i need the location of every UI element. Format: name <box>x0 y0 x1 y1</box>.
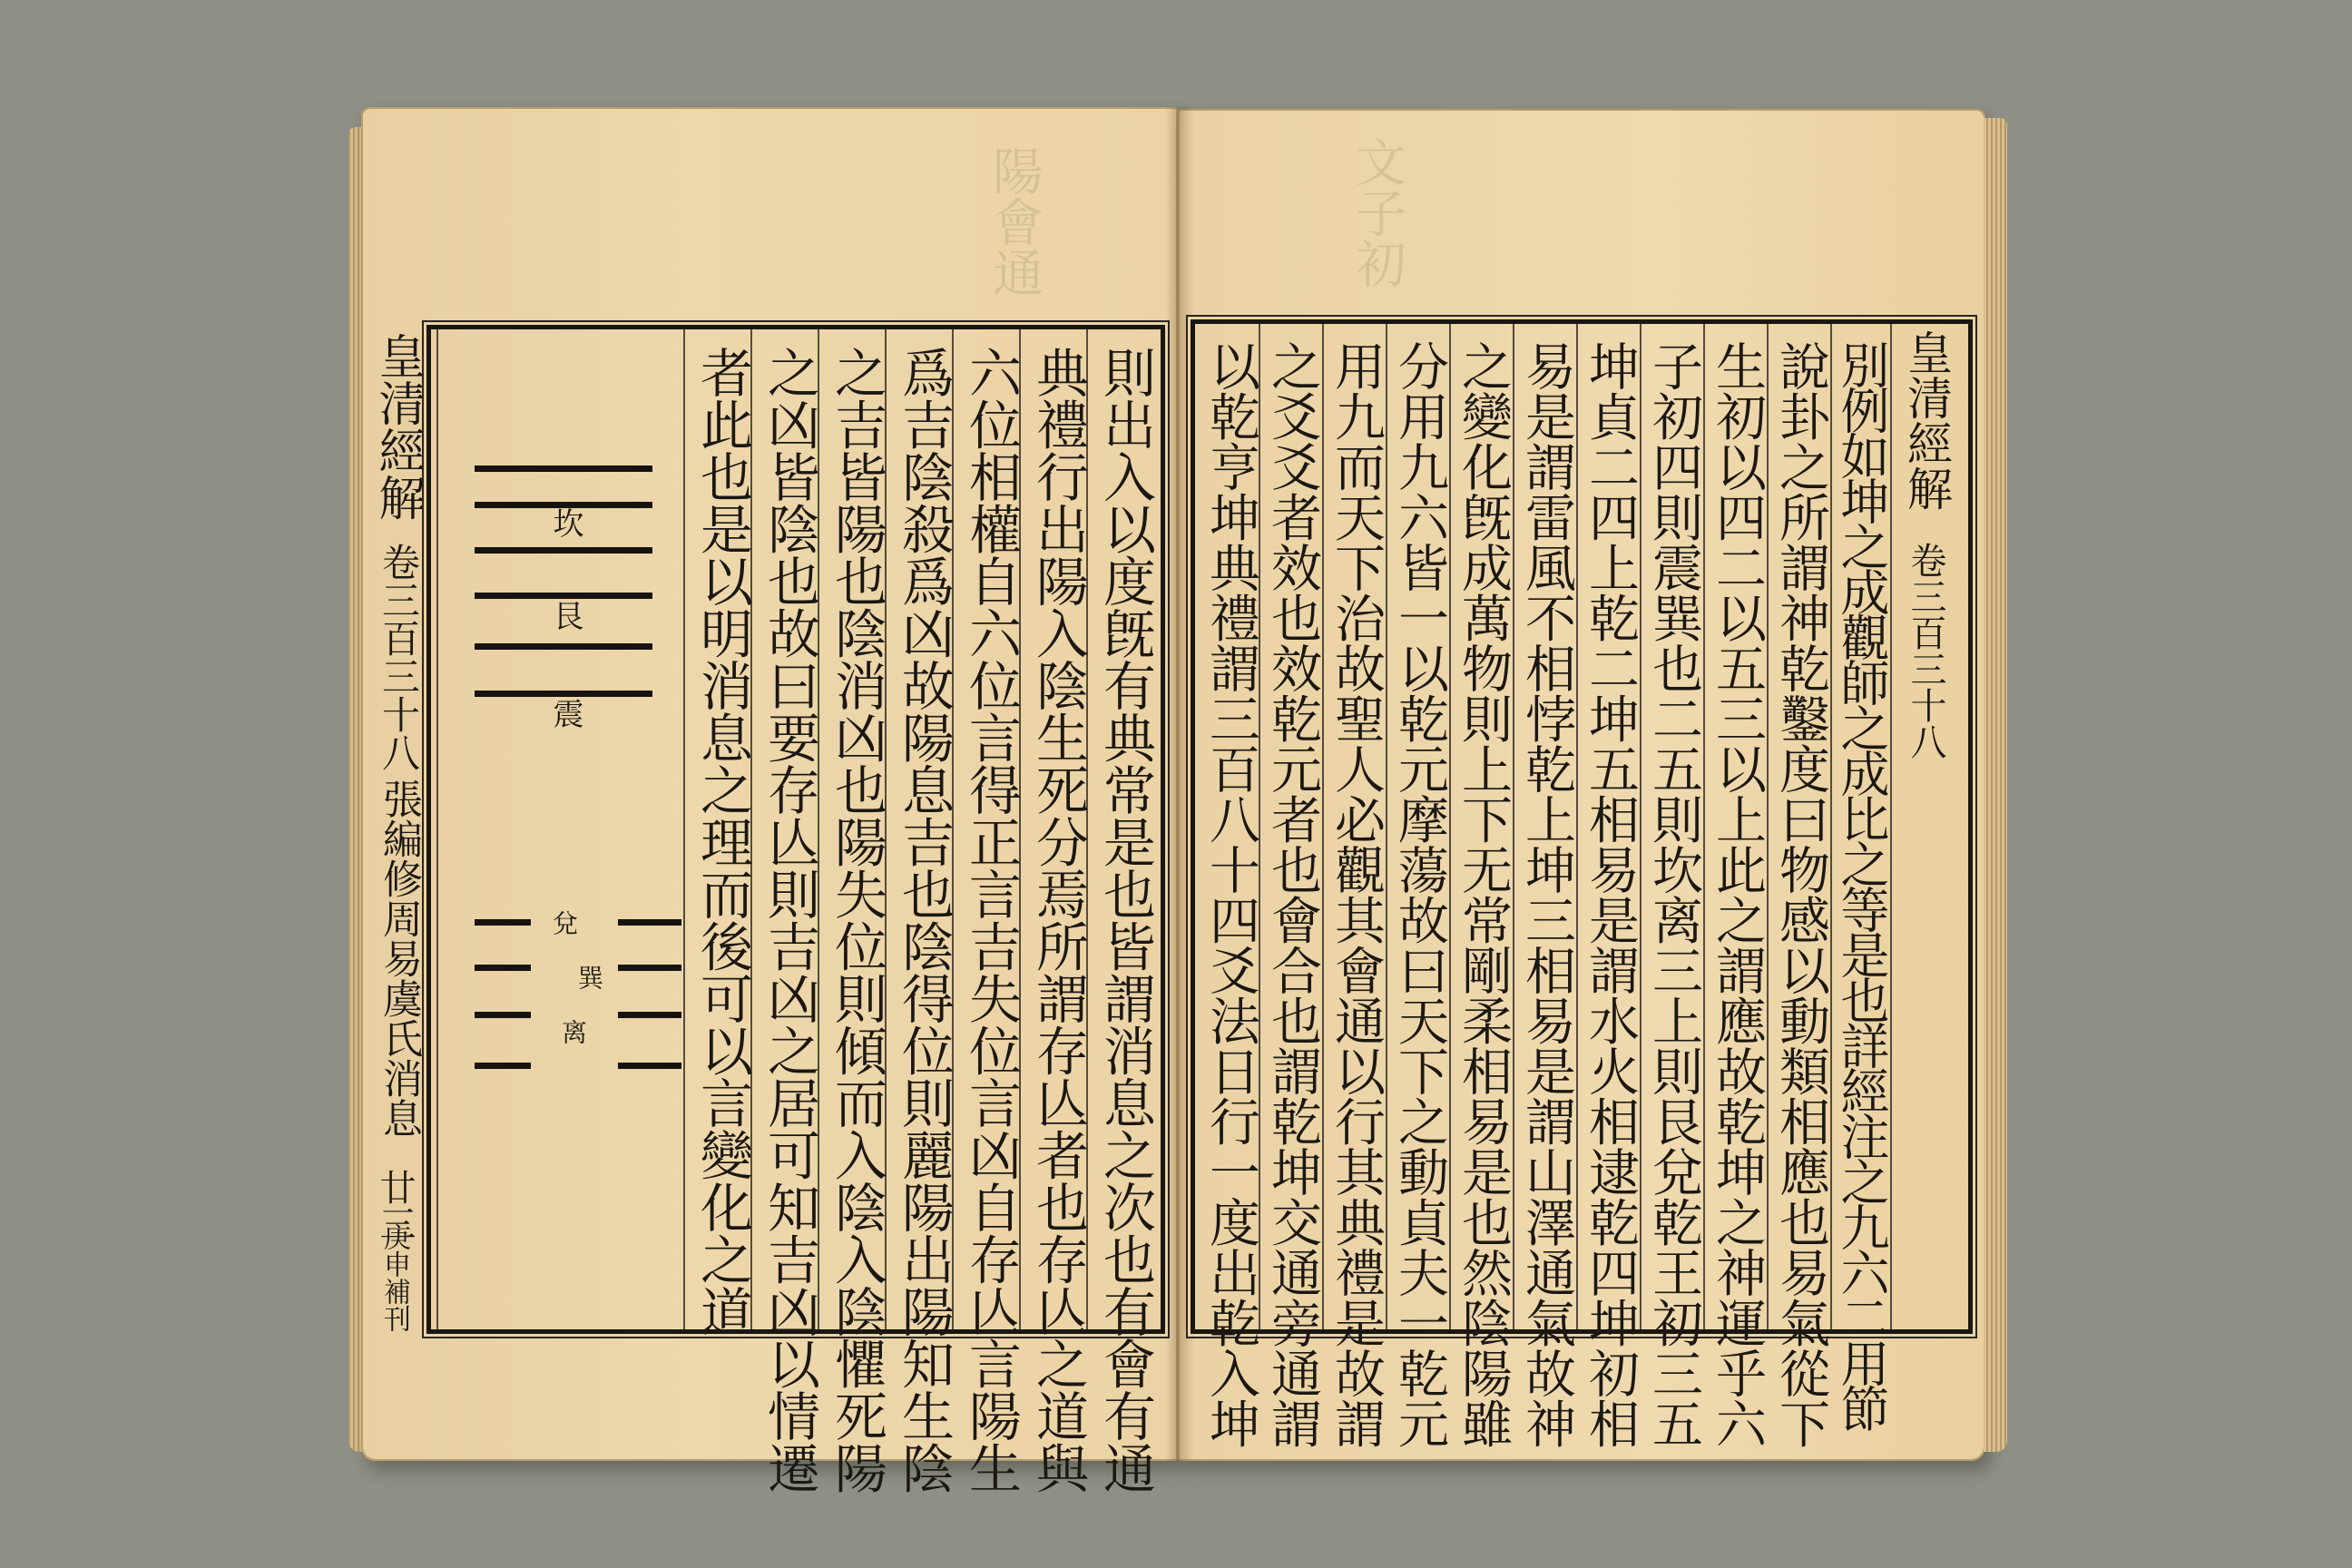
margin-book-title: 皇清經解 <box>1900 329 1953 511</box>
trigram-line <box>618 1063 681 1069</box>
text-column: 別例如坤之成觀師之成比之等是也詳經注之九六二用節 <box>1833 340 1890 1429</box>
left-margin-strip <box>359 325 426 1332</box>
trigram-label-li: 离 <box>558 1019 588 1044</box>
show-through: 文子初 <box>1348 136 1406 289</box>
text-column: 易是謂雷風不相悖乾上坤三相易是謂山澤通氣故神 <box>1517 340 1576 1448</box>
trigram-line <box>475 965 531 971</box>
column-rule <box>436 329 438 1329</box>
column-rule <box>1576 324 1578 1329</box>
column-rule <box>1449 324 1451 1329</box>
text-column: 爲吉陰殺爲凶故陽息吉也陰得位則麗陽出陽知生陰 <box>893 346 955 1494</box>
text-column: 典禮行出陽入陰生死分焉所謂存亾者也存亾之道與 <box>1027 346 1089 1494</box>
trigram-line <box>475 1012 531 1018</box>
margin-folio: 廿三 <box>374 1169 416 1241</box>
text-column: 之爻爻者效也效乾元者也會合也謂乾坤交通旁通謂 <box>1263 340 1322 1448</box>
margin-volume: 卷三百三十八 <box>377 543 421 771</box>
text-column: 之吉皆陽也陰消凶也陽失位則傾而入陰入陰懼死陽 <box>826 346 887 1494</box>
column-rule <box>1386 324 1387 1329</box>
trigram-line <box>618 965 681 971</box>
column-rule <box>1640 324 1642 1329</box>
trigram-line <box>618 919 681 926</box>
margin-book-title: 皇清經解 <box>370 332 425 521</box>
text-column: 之凶皆陰也故曰要存亾則吉凶之居可知吉凶以情遷 <box>759 346 820 1494</box>
right-text-frame <box>1191 319 1973 1448</box>
text-column: 者此也是以明消息之理而後可以言變化之道 <box>691 346 753 1338</box>
trigram-label-kan: 坎 <box>547 507 583 538</box>
text-column: 分用九六皆一以乾元摩蕩故曰天下之動貞夫一乾元 <box>1390 340 1449 1448</box>
text-column: 子初四則震巽也二五則坎离三上則艮兌乾王初三五 <box>1644 340 1703 1448</box>
trigram-line <box>475 643 652 650</box>
trigram-label-xun: 巽 <box>574 965 604 990</box>
margin-subtitle: 張編修周易虞氏消息 <box>376 779 422 1138</box>
left-text-frame <box>426 325 1165 1494</box>
text-column: 說卦之所謂神乾鑿度曰物感以動類相應也易氣從下 <box>1771 340 1830 1448</box>
trigram-label-gen: 艮 <box>547 600 583 631</box>
text-column: 六位相權自六位言得正言吉失位言凶自存亾言陽生 <box>960 346 1022 1494</box>
text-column: 以乾亨坤典禮謂三百八十四爻法日行一度出乾入坤 <box>1201 340 1260 1448</box>
show-through: 陽會通 <box>985 145 1044 298</box>
trigram-label-dui: 兌 <box>549 910 579 936</box>
column-rule <box>1703 324 1705 1329</box>
column-rule <box>1322 324 1324 1329</box>
trigram-line <box>475 547 652 554</box>
text-column: 生初以四二以五三以上此之謂應故乾坤之神運乎六 <box>1708 340 1767 1448</box>
column-rule <box>1890 324 1892 1329</box>
trigram-label-zhen: 震 <box>547 698 583 729</box>
trigram-line <box>475 919 531 926</box>
trigram-line <box>475 466 652 472</box>
text-column: 則出入以度旣有典常是也皆謂消息之次也有會有通 <box>1094 346 1156 1494</box>
trigram-line <box>618 1012 681 1018</box>
text-column: 用九而天下治故聖人必觀其會通以行其典禮是故謂 <box>1327 340 1386 1448</box>
trigram-line <box>475 593 652 599</box>
column-rule <box>683 329 685 1329</box>
column-rule <box>1767 324 1769 1329</box>
column-rule <box>1513 324 1514 1329</box>
trigram-line <box>475 691 652 697</box>
margin-volume: 卷三百三十八 <box>1905 542 1946 760</box>
text-column: 坤貞二四上乾二坤五相易是謂水火相逮乾四坤初相 <box>1581 340 1640 1448</box>
right-page-edges <box>1984 118 2007 1452</box>
margin-note: 庚申補刊 <box>378 1223 410 1332</box>
trigram-line <box>475 1063 531 1069</box>
text-column: 之變化旣成萬物則上下无常剛柔相易是也然陰陽雖 <box>1454 340 1513 1448</box>
